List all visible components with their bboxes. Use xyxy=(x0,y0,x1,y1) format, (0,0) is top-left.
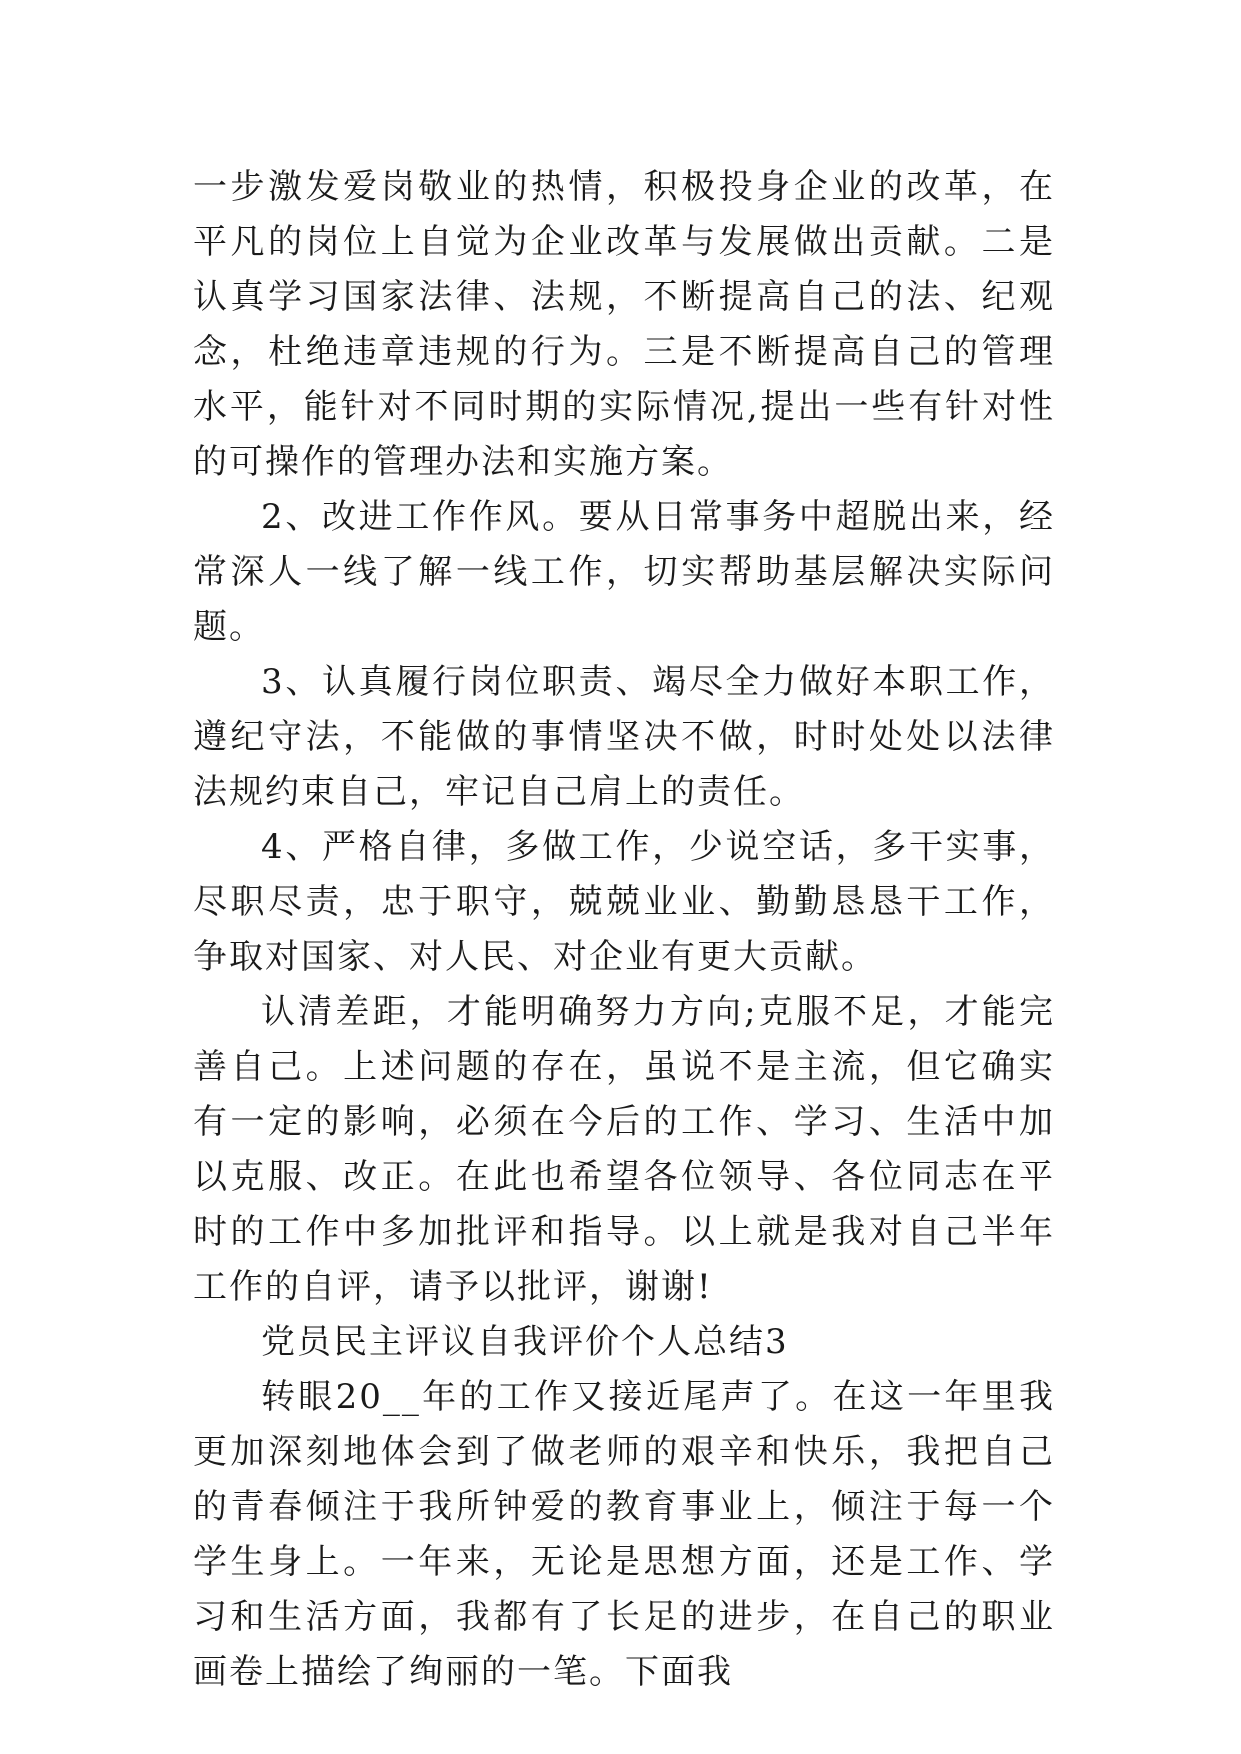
paragraph-improve-quality: 一步激发爱岗敬业的热情，积极投身企业的改革，在平凡的岗位上自觉为企业改革与发展做出贡献。二是认真学习国家法律、法规，不断提高自己的法、纪观念，杜绝违章违规的行为。三是不断提高自己的管理水平，能针对不同时期的实际情况,提出一些有针对性的可操作的管理办法和实施方案。 xyxy=(193,167,1055,482)
paragraph-item-4-self-discipline: 4、严格自律，多做工作，少说空话，多干实事，尽职尽责，忠于职守，兢兢业业、勤勤恳恳干工作，争取对国家、对人民、对企业有更大贡献。 xyxy=(193,827,1055,977)
paragraph-year-review: 转眼20__年的工作又接近尾声了。在这一年里我更加深刻地体会到了做老师的艰辛和快乐，我把自己的青春倾注于我所钟爱的教育事业上，倾注于每一个学生身上。一年来，无论是思想方面，还是工作、学习和生活方面，我都有了长足的进步，在自己的职业画卷上描绘了绚丽的一笔。下面我 xyxy=(193,1377,1055,1692)
paragraph-item-3-duties: 3、认真履行岗位职责、竭尽全力做好本职工作，遵纪守法，不能做的事情坚决不做，时时处处以法律法规约束自己，牢记自己肩上的责任。 xyxy=(193,662,1055,812)
paragraph-conclusion: 认清差距，才能明确努力方向;克服不足，才能完善自己。上述问题的存在，虽说不是主流，但它确实有一定的影响，必须在今后的工作、学习、生活中加以克服、改正。在此也希望各位领导、各位同志在平时的工作中多加批评和指导。以上就是我对自己半年工作的自评，请予以批评，谢谢! xyxy=(193,992,1055,1307)
document-body xyxy=(193,160,1055,1700)
section-heading: 党员民主评议自我评价个人总结3 xyxy=(261,1322,789,1362)
paragraph-item-2-work-style: 2、改进工作作风。要从日常事务中超脱出来，经常深人一线了解一线工作，切实帮助基层解决实际问题。 xyxy=(193,497,1055,647)
